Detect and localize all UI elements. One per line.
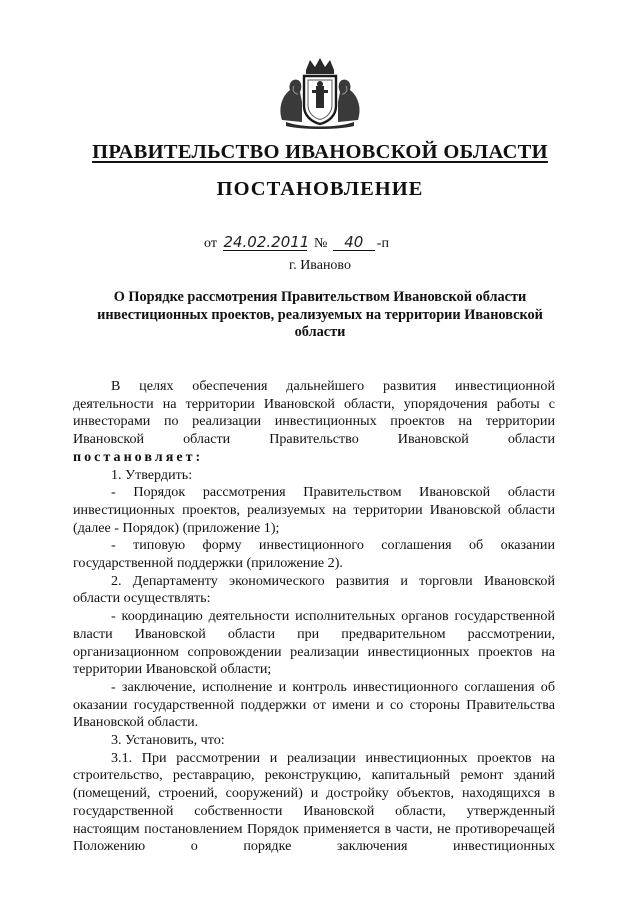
document-body — [73, 378, 555, 856]
item-3-heading: 3. Установить, что: — [111, 732, 225, 749]
number-suffix: -п — [376, 236, 389, 251]
decree-word: постановляет: — [73, 448, 204, 465]
item-2a-paragraph: - координацию деятельности исполнительных органов государственной власти Ивановской области при предварительном рассмотрении, организационном сопровождении реализации инвестиционных проектов на территории Ивановской области; — [73, 608, 555, 678]
coat-of-arms-emblem — [272, 56, 368, 130]
document-type-title: ПОСТАНОВЛЕНИЕ — [216, 178, 424, 200]
document-dateline — [204, 235, 389, 252]
date-prefix: от — [204, 236, 217, 251]
item-2b-paragraph: - заключение, исполнение и контроль инвестиционного соглашения об оказании государственной поддержки от имени и со стороны Правительства Ивановской области. — [73, 678, 555, 731]
document-date: 24.02.2011 — [223, 233, 310, 251]
document-number: 40 — [333, 235, 375, 251]
number-sign: № — [313, 236, 328, 251]
document-subject: О Порядке рассмотрения Правительством Ивановской области инвестиционных проектов, реализуемых на территории Ивановской области — [97, 289, 543, 340]
decree-paragraph — [73, 449, 555, 467]
item-3-1-paragraph: 3.1. При рассмотрении и реализации инвестиционных проектов на строительство, реставрацию, реконструкцию, капитальный ремонт зданий (помещений, строений, сооружений) и достройку объектов, находящихся в государственной собственности Ивановской области, утвержденный настоящим постановлением Порядок применяется в части, не противоречащей Положению о порядке заключения инвестиционных — [73, 749, 555, 855]
item-1b-paragraph: - типовую форму инвестиционного соглашения об оказании государственной поддержки (приложение 2). — [73, 537, 555, 572]
government-title: ПРАВИТЕЛЬСТВО ИВАНОВСКОЙ ОБЛАСТИ — [92, 141, 548, 163]
item-2-heading: 2. Департаменту экономического развития и торговли Ивановской области осуществлять: — [73, 572, 555, 607]
item-1-heading: 1. Утвердить: — [111, 466, 193, 483]
city: г. Иваново — [289, 258, 351, 273]
preamble-paragraph: В целях обеспечения дальнейшего развития инвестиционной деятельности на территории Ивановской области, упорядочения работы с инвесторами по реализации инвестиционных проектов на территории Ивановской области Правительство Ивановской области — [73, 378, 555, 448]
ivanovo-coat-of-arms-icon — [272, 56, 368, 130]
item-1a-paragraph: - Порядок рассмотрения Правительством Ивановской области инвестиционных проектов, реализуемых на территории Ивановской области (далее - Порядок) (приложение 1); — [73, 484, 555, 536]
